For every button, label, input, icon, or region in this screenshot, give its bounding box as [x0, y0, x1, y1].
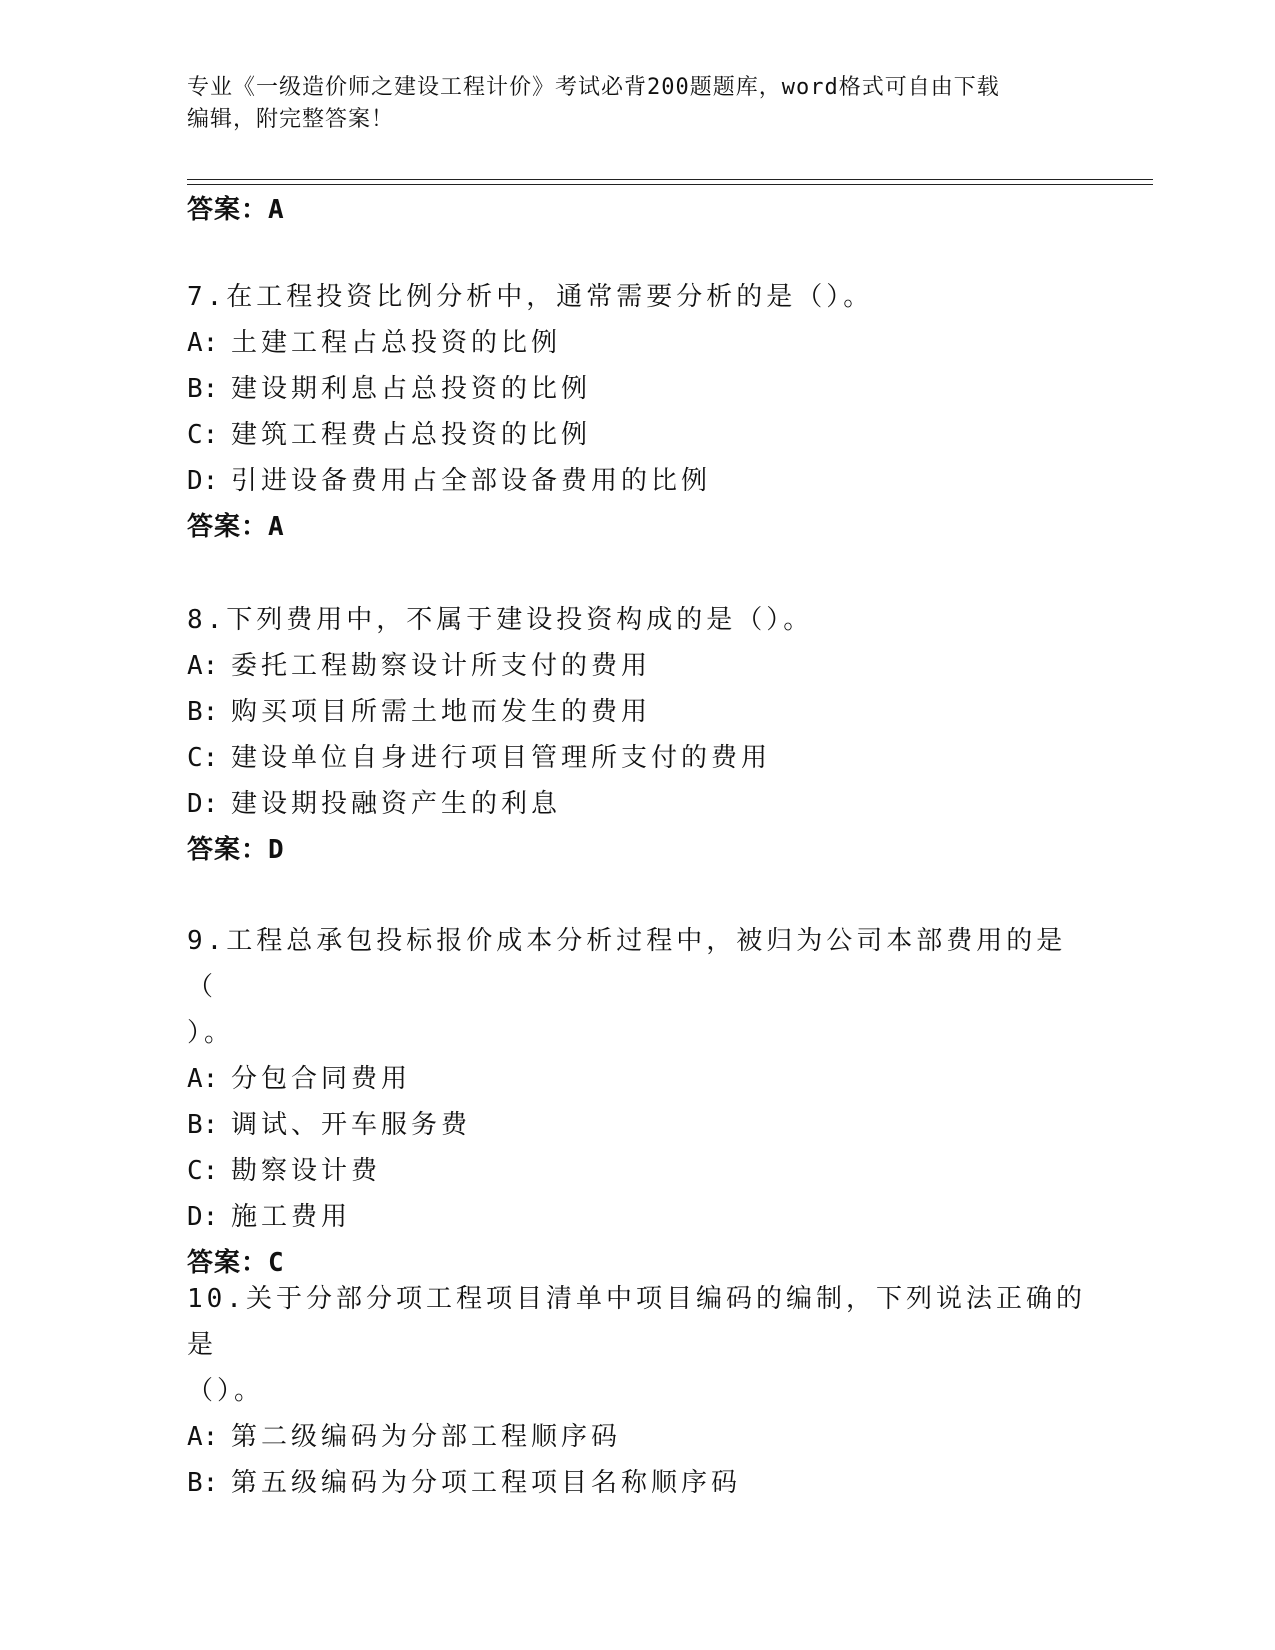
- question-stem: 7.在工程投资比例分析中，通常需要分析的是（）。: [187, 282, 874, 312]
- option-text: 土建工程占总投资的比例: [231, 328, 562, 358]
- option-text: 建筑工程费占总投资的比例: [231, 420, 592, 450]
- option-b: [187, 1102, 1087, 1148]
- option-key: A:: [187, 328, 219, 358]
- option-text: 建设期利息占总投资的比例: [231, 374, 592, 404]
- option-key: B:: [187, 697, 219, 727]
- previous-answer: 答案：A: [187, 195, 285, 225]
- option-key: C:: [187, 1156, 219, 1186]
- option-b: [187, 689, 1087, 735]
- header-line-2: 编辑，附完整答案！: [187, 107, 395, 132]
- option-d: [187, 1194, 1087, 1240]
- question-10: [187, 1276, 1087, 1506]
- option-text: 引进设备费用占全部设备费用的比例: [231, 466, 712, 496]
- option-c: [187, 735, 1087, 781]
- option-d: [187, 458, 1087, 504]
- header-divider-top: [187, 179, 1153, 180]
- option-key: B:: [187, 1110, 219, 1140]
- option-a: [187, 643, 1087, 689]
- question-stem: 8.下列费用中，不属于建设投资构成的是（）。: [187, 605, 814, 635]
- option-text: 建设期投融资产生的利息: [231, 789, 562, 819]
- question-stem-line-1: 10.关于分部分项工程项目清单中项目编码的编制，下列说法正确的是: [187, 1284, 1086, 1360]
- answer: 答案：D: [187, 835, 285, 865]
- option-text: 施工费用: [231, 1202, 352, 1232]
- option-text: 分包合同费用: [231, 1064, 412, 1094]
- option-a: [187, 1414, 1087, 1460]
- option-c: [187, 1148, 1087, 1194]
- option-a: [187, 320, 1087, 366]
- option-text: 第五级编码为分项工程项目名称顺序码: [231, 1468, 742, 1498]
- question-stem-line-2: ）。: [187, 1018, 235, 1048]
- option-text: 购买项目所需土地而发生的费用: [231, 697, 652, 727]
- header-line-1: 专业《一级造价师之建设工程计价》考试必背200题题库，word格式可自由下载: [187, 75, 1000, 100]
- option-a: [187, 1056, 1087, 1102]
- option-b: [187, 366, 1087, 412]
- option-text: 勘察设计费: [231, 1156, 382, 1186]
- option-b: [187, 1460, 1087, 1506]
- option-text: 建设单位自身进行项目管理所支付的费用: [231, 743, 772, 773]
- option-text: 第二级编码为分部工程顺序码: [231, 1422, 622, 1452]
- answer: 答案：C: [187, 1248, 285, 1278]
- option-key: A:: [187, 1422, 219, 1452]
- option-c: [187, 412, 1087, 458]
- option-key: B:: [187, 1468, 219, 1498]
- option-key: C:: [187, 743, 219, 773]
- header-divider-bottom: [187, 184, 1153, 185]
- option-d: [187, 781, 1087, 827]
- option-key: D:: [187, 1202, 219, 1232]
- option-key: B:: [187, 374, 219, 404]
- question-stem-line-1: 9.工程总承包投标报价成本分析过程中，被归为公司本部费用的是（: [187, 926, 1067, 1002]
- option-key: A:: [187, 651, 219, 681]
- option-text: 调试、开车服务费: [231, 1110, 472, 1140]
- option-text: 委托工程勘察设计所支付的费用: [231, 651, 652, 681]
- question-stem-line-2: （）。: [187, 1376, 265, 1406]
- document-header: [187, 72, 1087, 136]
- question-8: [187, 597, 1087, 873]
- option-key: A:: [187, 1064, 219, 1094]
- answer: 答案：A: [187, 512, 285, 542]
- option-key: C:: [187, 420, 219, 450]
- option-key: D:: [187, 466, 219, 496]
- option-key: D:: [187, 789, 219, 819]
- question-9: [187, 918, 1087, 1286]
- question-7: [187, 274, 1087, 550]
